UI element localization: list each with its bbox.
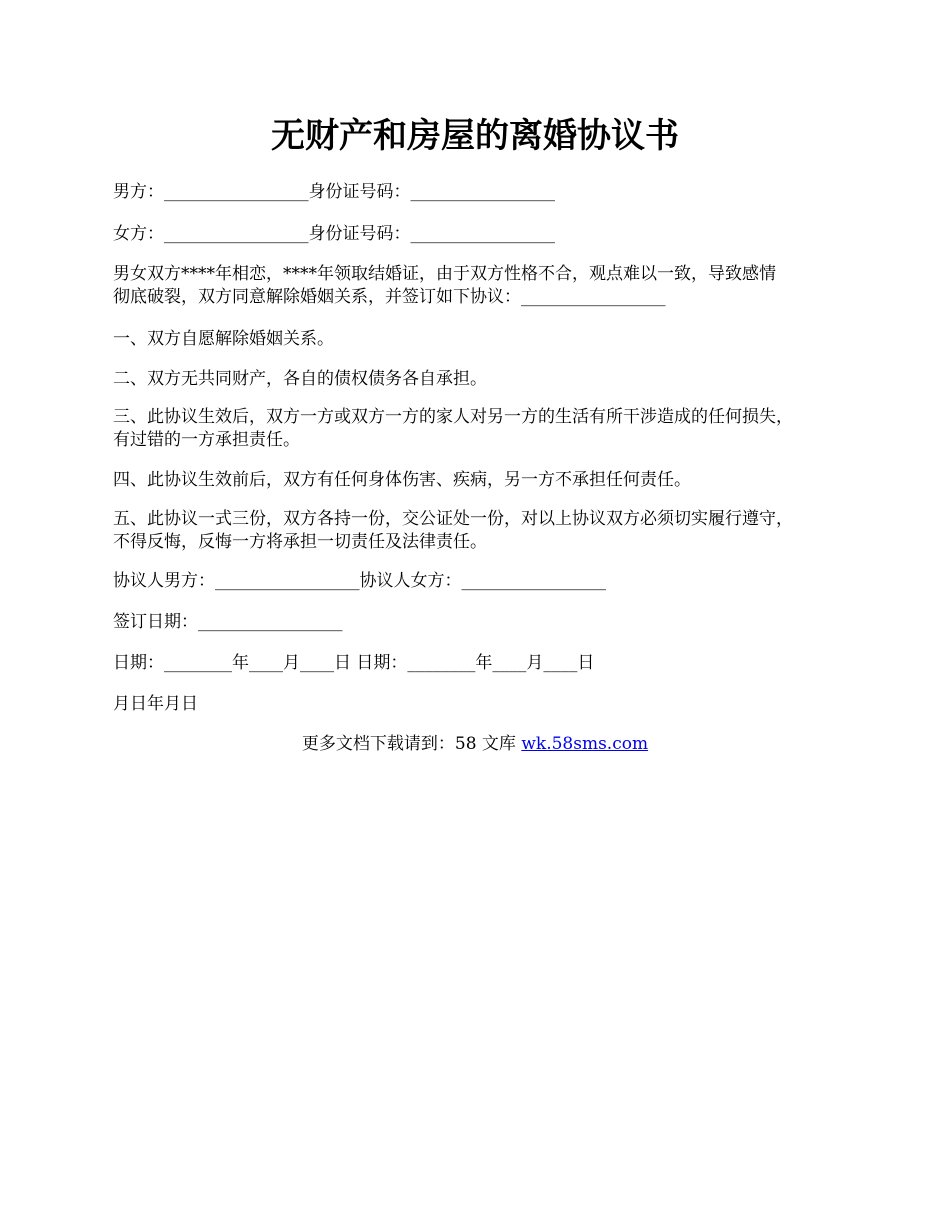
footer-link[interactable]: wk.58sms.com bbox=[521, 734, 649, 754]
sign-date-line: 签订日期：_________________ bbox=[113, 612, 343, 632]
clause-1: 一、双方自愿解除婚姻关系。 bbox=[113, 329, 334, 349]
clause-2: 二、双方无共同财产，各自的债权债务各自承担。 bbox=[113, 369, 487, 389]
clause-3-line-2: 有过错的一方承担责任。 bbox=[113, 430, 300, 450]
intro-line-1: 男女双方****年相恋，****年领取结婚证，由于双方性格不合，观点难以一致，导致感情 bbox=[113, 264, 776, 284]
male-party-line: 男方：_________________身份证号码：_________________ bbox=[113, 182, 555, 202]
footer-text: 更多文档下载请到：58 文库 bbox=[301, 734, 522, 754]
female-party-line: 女方：_________________身份证号码：_________________ bbox=[113, 224, 555, 244]
dates-tail-line: 月日年月日 bbox=[113, 694, 198, 714]
clause-5-line-1: 五、此协议一式三份，双方各持一份，交公证处一份，对以上协议双方必须切实履行遵守， bbox=[113, 509, 793, 529]
clause-3-line-1: 三、此协议生效后，双方一方或双方一方的家人对另一方的生活有所干涉造成的任何损失， bbox=[113, 407, 793, 427]
clause-4: 四、此协议生效前后，双方有任何身体伤害、疾病，另一方不承担任何责任。 bbox=[113, 470, 691, 490]
footer-note bbox=[113, 732, 837, 756]
intro-line-2: 彻底破裂，双方同意解除婚姻关系，并签订如下协议：_________________ bbox=[113, 287, 666, 307]
signatories-line: 协议人男方：_________________协议人女方：_________________ bbox=[113, 571, 606, 591]
clause-5 bbox=[113, 508, 853, 554]
dates-line: 日期：________年____月____日 日期：________年____月____日 bbox=[113, 653, 595, 673]
clause-5-line-2: 不得反悔，反悔一方将承担一切责任及法律责任。 bbox=[113, 532, 487, 552]
intro-paragraph bbox=[113, 263, 853, 309]
clause-3 bbox=[113, 406, 853, 452]
document-title: 无财产和房屋的离婚协议书 bbox=[271, 116, 679, 156]
